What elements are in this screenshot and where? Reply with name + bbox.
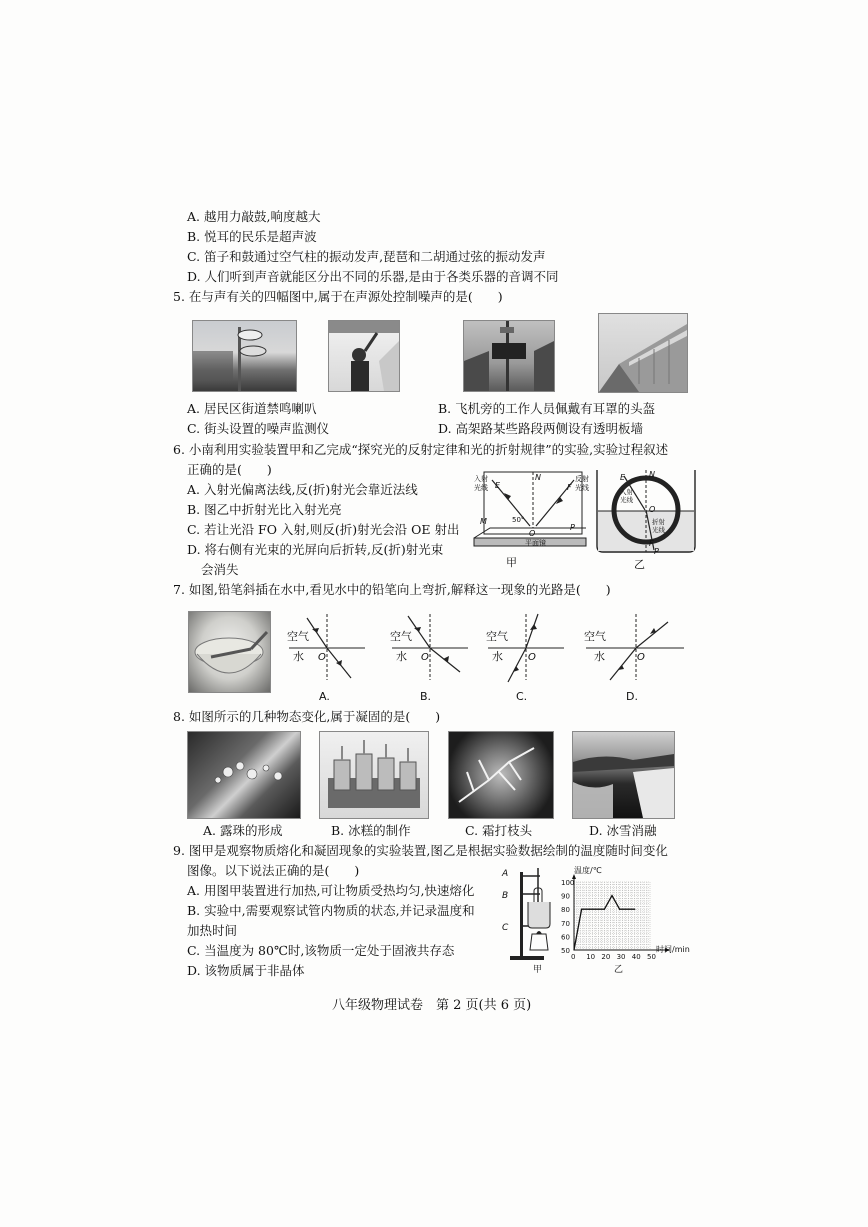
q8-photo-popsicle xyxy=(319,731,429,819)
q9-stem-line1: 9. 图甲是观察物质熔化和凝固现象的实验装置,图乙是根据实验数据绘制的温度随时间变化 xyxy=(173,843,668,858)
q8-caption-a: A. 露珠的形成 xyxy=(203,823,283,838)
jia-point-f: F xyxy=(567,483,572,492)
q5-photo-a xyxy=(192,320,297,392)
q9-option-b-cont: 加热时间 xyxy=(187,923,238,938)
chart-data-point xyxy=(611,895,612,896)
chart-xlabel: 时间/min xyxy=(656,945,690,954)
yi-refracted-label: 折射 xyxy=(652,518,665,526)
chart-ytick-label: 60 xyxy=(561,933,570,942)
apparatus-caption: 甲 xyxy=(533,965,543,975)
chart-data-point xyxy=(589,909,590,910)
q7b-air: 空气 xyxy=(390,630,412,643)
yi-point-f: F xyxy=(649,539,654,548)
chart-ytick-label: 100 xyxy=(561,879,575,887)
yi-refracted-label2: 光线 xyxy=(652,526,665,534)
chart-data-point xyxy=(634,909,635,910)
q7c-o: O xyxy=(528,652,536,663)
q7a-o: O xyxy=(318,652,326,663)
chart-xtick-label: 20 xyxy=(601,953,611,961)
apparatus-label-c: C xyxy=(502,923,509,933)
chart-ytick-label: 70 xyxy=(561,919,570,928)
q9-option-d: D. 该物质属于非晶体 xyxy=(187,963,305,978)
jia-mirror-label: 平面镜 xyxy=(525,539,546,547)
q8-caption-b: B. 冰糕的制作 xyxy=(331,823,411,838)
q7-diagram-c xyxy=(484,610,566,705)
jia-point-m: M xyxy=(480,517,487,526)
q5-photo-b xyxy=(328,320,400,392)
apparatus-label-b: B xyxy=(502,891,509,901)
q8-photo-frost xyxy=(448,731,554,819)
q7-diagram-a xyxy=(285,610,367,705)
q7c-water: 水 xyxy=(492,650,503,663)
chart-caption: 乙 xyxy=(614,965,624,975)
jia-angle-label: 50° xyxy=(512,516,525,524)
q5-option-d: D. 高架路某些路段两侧设有透明板墙 xyxy=(438,421,644,436)
chart-data-point xyxy=(604,909,605,910)
q7c-air: 空气 xyxy=(486,630,508,643)
q7a-air: 空气 xyxy=(287,630,309,643)
chart-ylabel: 温度/℃ xyxy=(574,866,602,875)
q8-stem: 8. 如图所示的几种物态变化,属于凝固的是( ) xyxy=(173,709,441,724)
chart-data-point xyxy=(619,909,620,910)
jia-point-p: P xyxy=(570,523,575,532)
q5-stem: 5. 在与声有关的四幅图中,属于在声源处控制噪声的是( ) xyxy=(173,289,503,304)
chart-xtick-label: 40 xyxy=(631,953,641,961)
q7a-label: A. xyxy=(319,690,330,703)
q6-option-d-cont: 会消失 xyxy=(201,562,239,577)
yi-incident-label: 入射 xyxy=(620,488,633,496)
chart-ytick-label: 50 xyxy=(561,947,570,955)
chart-xtick-label: 30 xyxy=(616,953,626,961)
q5-photo-c xyxy=(463,320,555,392)
yi-incident-label2: 光线 xyxy=(620,496,633,504)
q5-option-b: B. 飞机旁的工作人员佩戴有耳罩的头盔 xyxy=(438,401,656,416)
jia-reflected-label: 反射 xyxy=(575,475,589,483)
prev-option-d: D. 人们听到声音就能区分出不同的乐器,是由于各类乐器的音调不同 xyxy=(187,269,559,284)
yi-caption: 乙 xyxy=(634,558,645,571)
jia-caption: 甲 xyxy=(506,556,517,569)
jia-point-n: N xyxy=(535,473,541,482)
chart-data-point xyxy=(581,909,582,910)
q9-temperature-chart xyxy=(548,862,694,976)
q8-photo-dew xyxy=(187,731,301,819)
q8-photo-melting xyxy=(572,731,675,819)
jia-point-o: O xyxy=(529,529,536,538)
chart-xtick-label: 50 xyxy=(647,953,656,961)
q6-figure-jia xyxy=(470,466,590,572)
q7d-air: 空气 xyxy=(584,630,606,643)
q6-option-c: C. 若让光沿 FO 入射,则反(折)射光会沿 OE 射出 xyxy=(187,522,460,537)
q7b-water: 水 xyxy=(396,650,407,663)
q7a-water: 水 xyxy=(293,650,304,663)
q7-pencil-photo xyxy=(188,611,271,693)
q9-option-b: B. 实验中,需要观察试管内物质的状态,并记录温度和 xyxy=(187,903,475,918)
q6-option-a: A. 入射光偏离法线,反(折)射光会靠近法线 xyxy=(187,482,418,497)
q7c-label: C. xyxy=(516,690,528,703)
q9-option-c: C. 当温度为 80℃时,该物质一定处于固液共存态 xyxy=(187,943,455,958)
jia-incident-label2: 光线 xyxy=(474,484,488,492)
yi-point-e: E xyxy=(620,473,626,482)
yi-point-n: N xyxy=(649,470,655,479)
q5-option-a: A. 居民区街道禁鸣喇叭 xyxy=(187,401,317,416)
yi-point-p: P xyxy=(654,547,659,556)
chart-grid xyxy=(574,882,650,950)
q7d-o: O xyxy=(637,652,645,663)
chart-data-point xyxy=(573,949,574,950)
apparatus-label-a: A xyxy=(502,869,509,879)
page-footer: 八年级物理试卷 第 2 页(共 6 页) xyxy=(332,998,532,1013)
yi-point-o: O xyxy=(649,505,656,514)
q6-option-b: B. 图乙中折射光比入射光亮 xyxy=(187,502,342,517)
q5-photo-d xyxy=(598,313,688,393)
jia-reflected-label2: 光线 xyxy=(575,484,589,492)
q7b-o: O xyxy=(421,652,429,663)
q6-stem-line1: 6. 小南利用实验装置甲和乙完成“探究光的反射定律和光的折射规律”的实验,实验过程叙述 xyxy=(173,442,669,457)
q7-stem: 7. 如图,铅笔斜插在水中,看见水中的铅笔向上弯折,解释这一现象的光路是( ) xyxy=(173,582,611,597)
q7d-label: D. xyxy=(626,690,638,703)
q8-caption-c: C. 霜打枝头 xyxy=(465,823,533,838)
prev-option-a: A. 越用力敲鼓,响度越大 xyxy=(187,209,321,224)
jia-point-e: E xyxy=(495,481,501,490)
q6-stem-line2: 正确的是( ) xyxy=(187,462,272,477)
prev-option-b: B. 悦耳的民乐是超声波 xyxy=(187,229,317,244)
q9-stem-line2: 图像。以下说法正确的是( ) xyxy=(187,863,360,878)
q7-diagram-d xyxy=(582,610,686,705)
chart-ytick-label: 90 xyxy=(561,892,570,901)
q8-caption-d: D. 冰雪消融 xyxy=(589,823,657,838)
q6-option-d: D. 将右侧有光束的光屏向后折转,反(折)射光束 xyxy=(187,542,444,557)
q6-figure-yi xyxy=(594,466,698,572)
prev-option-c: C. 笛子和鼓通过空气柱的振动发声,琵琶和二胡通过弦的振动发声 xyxy=(187,249,546,264)
q9-option-a: A. 用图甲装置进行加热,可让物质受热均匀,快速熔化 xyxy=(187,883,475,898)
q7d-water: 水 xyxy=(594,650,605,663)
chart-axes xyxy=(572,874,670,952)
chart-ytick-label: 80 xyxy=(561,906,570,915)
q7b-label: B. xyxy=(420,690,432,703)
q7-diagram-b xyxy=(388,610,470,705)
jia-incident-label: 入射 xyxy=(474,475,488,483)
q5-option-c: C. 街头设置的噪声监测仪 xyxy=(187,421,330,436)
chart-xtick-label: 0 xyxy=(571,953,576,961)
chart-xtick-label: 10 xyxy=(586,953,596,961)
